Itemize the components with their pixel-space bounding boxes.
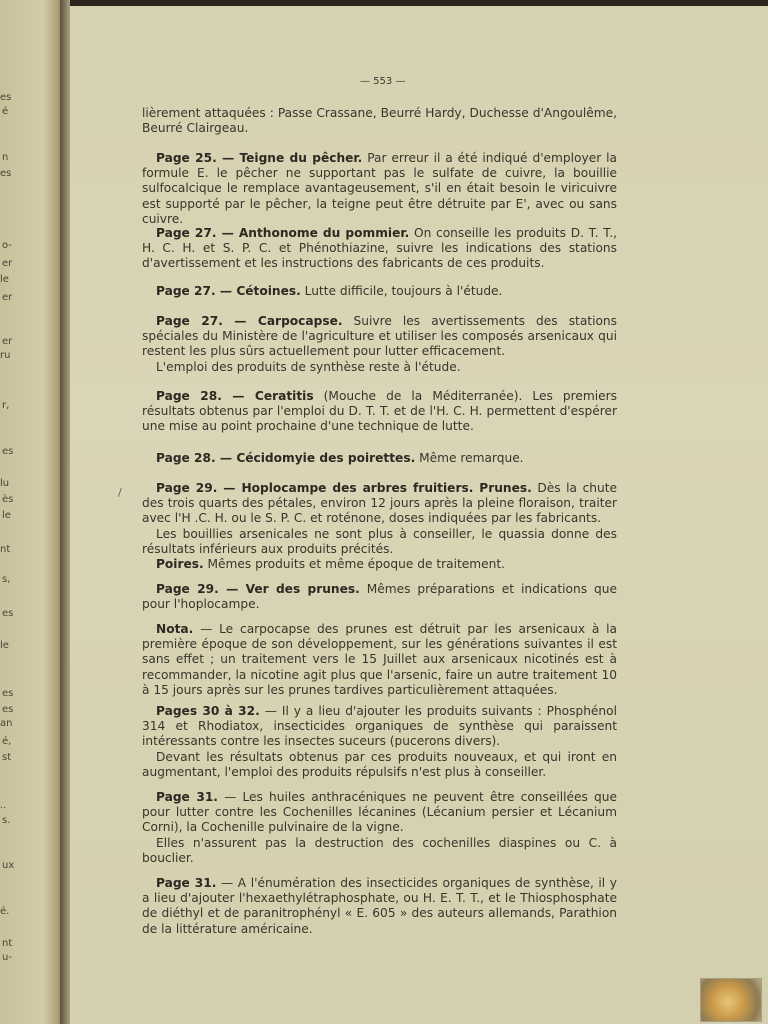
paragraph-text: Mêmes préparations et indications que pour l'hoplocampe. bbox=[142, 582, 617, 612]
paragraph-heading: Page 25. — Teigne du pêcher. bbox=[156, 151, 363, 165]
left-page-fragment: er bbox=[2, 336, 13, 347]
paragraph-block bbox=[142, 790, 617, 866]
left-page-fragment: ux bbox=[2, 860, 15, 871]
paragraph bbox=[142, 622, 617, 698]
left-page-fragment: le bbox=[0, 640, 9, 651]
paragraph bbox=[142, 704, 617, 750]
paragraph-heading: Pages 30 à 32. bbox=[156, 704, 260, 718]
paragraph-text: L'emploi des produits de synthèse reste à l'étude. bbox=[156, 359, 461, 374]
left-page-fragment: ès bbox=[2, 494, 14, 505]
left-page-fragment: es bbox=[0, 168, 12, 179]
left-page-fragment: er bbox=[2, 292, 13, 303]
paragraph-heading: Page 27. — Anthonome du pommier. bbox=[156, 226, 410, 240]
left-page-fragment: r, bbox=[2, 400, 10, 411]
page-number-text: — 553 — bbox=[360, 76, 406, 87]
left-page-fragment: é bbox=[2, 106, 9, 117]
paragraph-heading: Page 28. — Cécidomyie des poirettes. bbox=[156, 451, 416, 465]
paragraph-heading: Page 27. — Cétoines. bbox=[156, 284, 301, 298]
paragraph-block bbox=[142, 106, 617, 136]
paragraph-heading: Page 31. bbox=[156, 876, 217, 890]
paragraph-block bbox=[142, 389, 617, 435]
left-page-fragment: an bbox=[0, 718, 13, 729]
paragraph bbox=[142, 389, 617, 435]
left-page-fragment: é, bbox=[2, 736, 12, 747]
paragraph-block bbox=[142, 226, 617, 272]
paragraph-text: — A l'énumération des insecticides organiques de synthèse, il y a lieu d'ajouter l'hexaethylétraphosphate, ou H. E. T. T., et le Thiosphosphate de diéthyl et de paranitrophényl « E. 605 » des auteurs allemands, Parathion de la littérature américaine. bbox=[142, 876, 618, 936]
paragraph-heading: Page 29. — Ver des prunes. bbox=[156, 582, 360, 596]
left-page-fragment: es bbox=[2, 704, 14, 715]
left-page-fragment: o- bbox=[2, 240, 12, 251]
paragraph-block bbox=[142, 451, 617, 466]
paragraph-text: — Le carpocapse des prunes est détruit par les arsenicaux à la première époque de son développement, sur les générations suivantes il est sans effet ; un traitement vers le 15 Juillet aux arsenicaux nicotinés est à recommander, la nicotine agit plus que l'arsenic, faire un autre traitement 10 à 15 jours après sur les prunes tardives particulièrement attaquées. bbox=[142, 622, 617, 697]
paragraph bbox=[142, 360, 617, 375]
left-page-fragment: le bbox=[0, 274, 9, 285]
paragraph-text: Les bouillies arsenicales ne sont plus à conseiller, le quassia donne des résultats inférieurs aux produits précités. bbox=[142, 526, 617, 556]
left-page-fragment: n bbox=[2, 152, 9, 163]
paragraph-text: Lutte difficile, toujours à l'étude. bbox=[300, 284, 503, 298]
paragraph-text: — Il y a lieu d'ajouter les produits suivants : Phosphénol 314 et Rhodiatox, insecticides organiques de synthèse qui paraissent intéressants contre les insectes suceurs (pucerons divers). bbox=[142, 704, 617, 749]
paragraph-heading: Page 28. — Ceratitis bbox=[156, 389, 314, 403]
paragraph bbox=[142, 557, 617, 572]
paragraph bbox=[142, 284, 617, 299]
left-page-fragment: es bbox=[2, 608, 14, 619]
paragraph-block bbox=[142, 876, 617, 937]
paragraph-block bbox=[142, 481, 617, 572]
left-page-fragment: é. bbox=[0, 906, 10, 917]
left-page-fragment: st bbox=[2, 752, 12, 763]
paragraph-text: Par erreur il a été indiqué d'employer la formule E. le pêcher ne supportant pas le sulfate de cuivre, la bouillie sulfocalcique le remplace avantageusement, s'il en était besoin le viricuivre est supporté par le pêcher, la teigne peut être détruite par E', avec ou sans cuivre. bbox=[142, 151, 617, 226]
paragraph-text: Même remarque. bbox=[415, 451, 524, 465]
paragraph bbox=[142, 226, 617, 272]
paragraph bbox=[142, 527, 617, 557]
paragraph bbox=[142, 876, 617, 937]
paragraph-block bbox=[142, 284, 617, 299]
paragraph-heading: Page 31. bbox=[156, 790, 218, 804]
corner-thumbnail-image bbox=[700, 978, 762, 1022]
left-page-fragment: nt bbox=[0, 544, 11, 555]
paragraph-text: — Les huiles anthracéniques ne peuvent être conseillées que pour lutter contre les Cochenilles lécanines (Lécanium persier et Lécanium Corni), la Cochenille pulvinaire de la vigne. bbox=[142, 790, 617, 835]
paragraph-heading: Poires. bbox=[156, 557, 204, 572]
left-page-fragment: u- bbox=[2, 952, 12, 963]
left-page-fragment: .. bbox=[0, 800, 7, 811]
left-page-fragment: s. bbox=[2, 815, 11, 826]
margin-mark: / bbox=[118, 486, 122, 499]
paragraph-text: Dès la chute des trois quarts des pétales, environ 12 jours après la pleine floraison, traiter avec l'H .C. H. ou le S. P. C. et roténone, doses indiquées par les fabricants. bbox=[142, 481, 618, 526]
left-page-fragment: nt bbox=[2, 938, 13, 949]
left-page-fragment: es bbox=[2, 446, 14, 457]
paragraph bbox=[142, 836, 617, 866]
left-page-fragment: er bbox=[2, 258, 13, 269]
paragraph-block bbox=[142, 704, 617, 780]
scan-top-edge bbox=[70, 0, 768, 6]
paragraph bbox=[142, 790, 617, 836]
left-page-fragment: es bbox=[2, 688, 14, 699]
left-page-fragment: s, bbox=[2, 574, 11, 585]
paragraph-text: Suivre les avertissements des stations spéciales du Ministère de l'agriculture et utiliser les composés arsenicaux qui restent les plus sûrs actuellement pour lutter efficacement. bbox=[142, 314, 617, 359]
paragraph-heading: Page 27. — Carpocapse. bbox=[156, 314, 343, 328]
paragraph-text: lièrement attaquées : Passe Crassane, Beurré Hardy, Duchesse d'Angoulême, Beurré Clairgeau. bbox=[142, 106, 617, 136]
left-page-fragment: le bbox=[2, 510, 11, 521]
paragraph bbox=[142, 750, 617, 780]
left-page-fragment: lu bbox=[0, 478, 10, 489]
paragraph-block bbox=[142, 622, 617, 698]
paragraph-heading: Nota. bbox=[156, 622, 194, 636]
paragraph-text: Devant les résultats obtenus par ces produits nouveaux, et qui iront en augmentant, l'emploi des produits répulsifs n'est plus à conseiller. bbox=[142, 749, 617, 779]
paragraph bbox=[142, 151, 617, 227]
paragraph bbox=[142, 314, 617, 360]
paragraph-block bbox=[142, 314, 617, 375]
paragraph bbox=[142, 451, 617, 466]
paragraph-text: (Mouche de la Méditerranée). Les premiers résultats obtenus par l'emploi du D. T. T. et de l'H. C. H. permettent d'espérer une mise au point prochaine d'une technique de lutte. bbox=[142, 389, 618, 434]
paragraph bbox=[142, 481, 617, 527]
paragraph-text: Elles n'assurent pas la destruction des cochenilles diaspines ou C. à bouclier. bbox=[142, 835, 617, 865]
paragraph-heading: Page 29. — Hoplocampe des arbres fruitiers. Prunes. bbox=[156, 481, 532, 495]
left-page-fragment: ru bbox=[0, 350, 11, 361]
paragraph bbox=[142, 106, 617, 136]
paragraph-text: On conseille les produits D. T. T., H. C. H. et S. P. C. et Phénothiazine, suivre les indications des stations d'avertissement et les instructions des fabricants de ces produits. bbox=[142, 226, 617, 271]
left-page-fragment: es bbox=[0, 92, 12, 103]
paragraph-block bbox=[142, 582, 617, 612]
paragraph bbox=[142, 582, 617, 612]
paragraph-text: Mêmes produits et même époque de traitement. bbox=[203, 557, 505, 572]
paragraph-block bbox=[142, 151, 617, 227]
left-page-edge bbox=[0, 0, 62, 1024]
